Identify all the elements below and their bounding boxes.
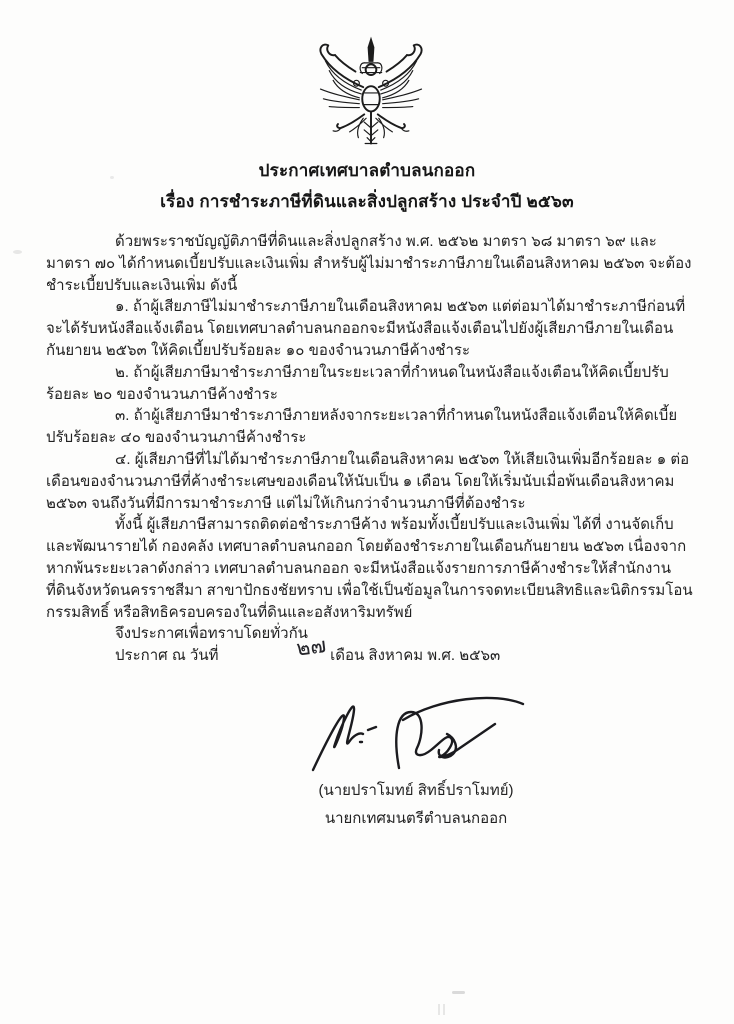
scan-artifact <box>13 250 22 254</box>
paragraph-item-4: ๔. ผู้เสียภาษีที่ไม่ได้มาชำระภาษีภายในเดือนสิงหาคม ๒๕๖๓ ให้เสียเงินเพิ่มอีกร้อยละ ๑ ต่อเดือนของจำนวนภาษีที่ค้างชำระเศษของเดือนให้นับเป็น ๑ เดือน โดยให้เริ่มนับเมื่อพ้นเดือนสิงหาคม ๒๕๖๓ จนถึงวันที่มีการมาชำระภาษี แต่ไม่ให้เกินกว่าจำนวนภาษีที่ต้องชำระ <box>46 450 690 512</box>
paragraph-item-2: ๒. ถ้าผู้เสียภาษีมาชำระภาษีภายในระยะเวลาที่กำหนดในหนังสือแจ้งเตือนให้คิดเบี้ยปรับร้อยละ ๒๐ ของจำนวนภาษีค้างชำระ <box>46 363 669 403</box>
handwritten-signature-icon <box>299 690 533 776</box>
signature-block <box>286 690 546 830</box>
date-suffix: เดือน สิงหาคม พ.ศ. ๒๕๖๓ <box>330 647 501 665</box>
scan-artifact <box>443 1004 445 1015</box>
signer-name: (นายปราโมทย์ สิทธิ์ปราโมทย์) <box>318 782 514 799</box>
paragraph-item-1: ๑. ถ้าผู้เสียภาษีไม่มาชำระภาษีภายในเดือนสิงหาคม ๒๕๖๓ แต่ต่อมาได้มาชำระภาษีก่อนที่จะได้รับหนังสือแจ้งเตือน โดยเทศบาลตำบลนกออกจะมีหนังสือแจ้งเตือนไปยังผู้เสียภาษีภายในเดือนกันยายน ๒๕๖๓ ให้คิดเบี้ยปรับร้อยละ ๑๐ ของจำนวนภาษีค้างชำระ <box>46 298 686 359</box>
closing-statement: จึงประกาศเพื่อทราบโดยทั่วกัน <box>115 625 308 643</box>
paragraph-contact: ทั้งนี้ ผู้เสียภาษีสามารถติดต่อชำระภาษีค้าง พร้อมทั้งเบี้ยปรับและเงินเพิ่ม ได้ที่ งานจัดเก็บและพัฒนารายได้ กองคลัง เทศบาลตำบลนกออก โดยต้องชำระภายในเดือนกันยายน ๒๕๖๓ เนื่องจากหากพ้นระยะเวลาดังกล่าว เทศบาลตำบลนกออก จะมีหนังสือแจ้งรายการภาษีค้างชำระให้สำนักงานที่ดินจังหวัดนครราชสีมา สาขาปักธงชัยทราบ เพื่อใช้เป็นข้อมูลในการจดทะเบียนสิทธิและนิติกรรมโอนกรรมสิทธิ์ หรือสิทธิครอบครองในที่ดินและอสังหาริมทรัพย์ <box>46 516 693 621</box>
garuda-emblem-icon <box>303 34 439 150</box>
signer-title: นายกเทศมนตรีตำบลนกออก <box>324 810 508 827</box>
scan-artifact <box>110 176 114 179</box>
paragraph-item-3: ๓. ถ้าผู้เสียภาษีมาชำระภาษีภายหลังจากระยะเวลาที่กำหนดในหนังสือแจ้งเตือนให้คิดเบี้ยปรับร้อยละ ๔๐ ของจำนวนภาษีค้างชำระ <box>46 407 678 447</box>
paragraph-intro: ด้วยพระราชบัญญัติภาษีที่ดินและสิ่งปลูกสร้าง พ.ศ. ๒๕๖๒ มาตรา ๖๘ มาตรา ๖๙ และมาตรา ๗๐ ได้กำหนดเบี้ยปรับและเงินเพิ่ม สำหรับผู้ไม่มาชำระภาษีภายในเดือนสิงหาคม ๒๕๖๓ จะต้องชำระเบี้ยปรับและเงินเพิ่ม ดังนี้ <box>46 233 692 294</box>
handwritten-day: ๒๗ <box>295 634 328 661</box>
document-body <box>46 231 694 667</box>
document-title: ประกาศเทศบาลตำบลนกออก <box>258 161 476 180</box>
document-subject: เรื่อง การชำระภาษีที่ดินและสิ่งปลูกสร้าง ประจำปี ๒๕๖๓ <box>160 192 574 211</box>
scan-artifact <box>438 1004 440 1015</box>
scan-artifact <box>452 991 465 994</box>
date-prefix: ประกาศ ณ วันที่ <box>115 647 219 665</box>
